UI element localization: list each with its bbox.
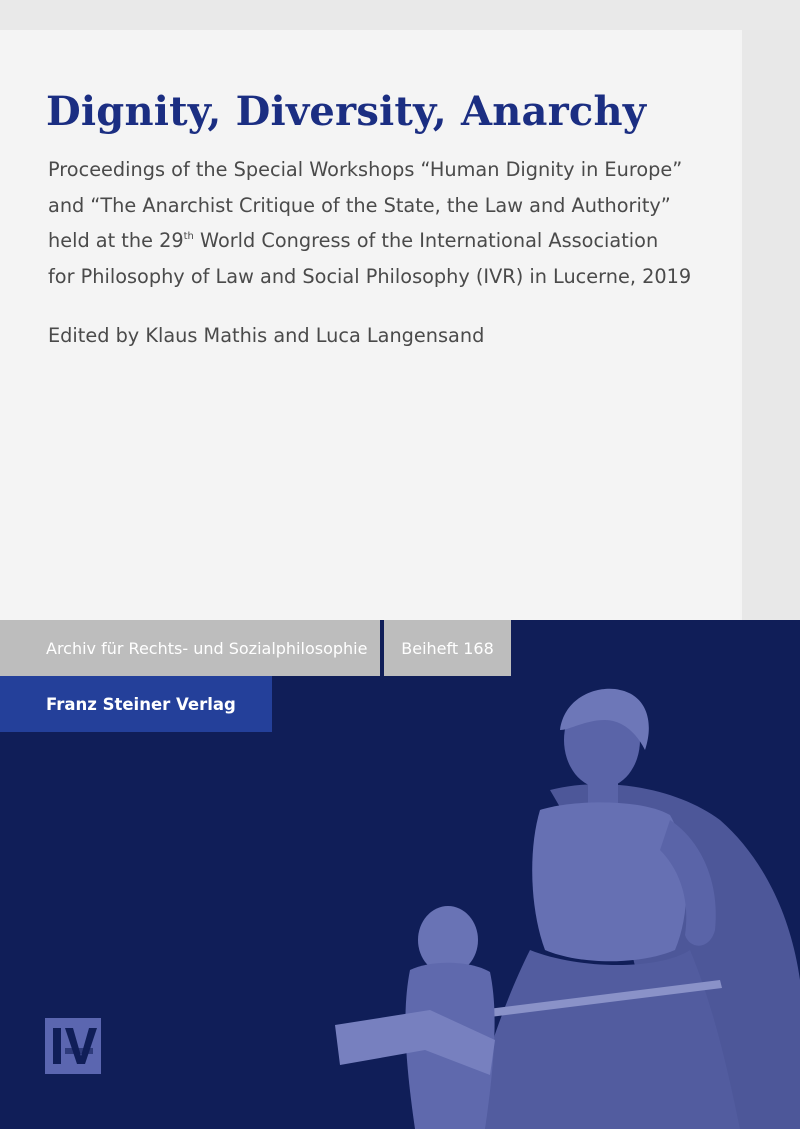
subtitle-line-3-start: held at the 29 [48, 229, 184, 252]
book-subtitle [48, 152, 728, 294]
subtitle-line-3 [48, 223, 728, 259]
subtitle-line-3-end: World Congress of the International Association [193, 229, 659, 252]
subtitle-line-4: for Philosophy of Law and Social Philosophy (IVR) in Lucerne, 2019 [48, 264, 692, 288]
justitia-statue-illustration [320, 680, 800, 1129]
publisher-label: Franz Steiner Verlag [0, 676, 272, 732]
book-title: Dignity, Diversity, Anarchy [46, 88, 647, 135]
editors-line: Edited by Klaus Mathis and Luca Langensand [48, 324, 485, 347]
subtitle-line-2: and “The Anarchist Critique of the State, the Law and Authority” [48, 193, 671, 217]
right-margin [742, 30, 800, 620]
series-label: Archiv für Rechts- und Sozialphilosophie [0, 620, 380, 676]
top-margin [0, 0, 800, 30]
ivr-logo-icon [45, 1018, 101, 1074]
ordinal-suffix: th [183, 231, 194, 242]
volume-label: Beiheft 168 [384, 620, 511, 676]
subtitle-line-1: Proceedings of the Special Workshops “Human Dignity in Europe” [48, 158, 683, 181]
